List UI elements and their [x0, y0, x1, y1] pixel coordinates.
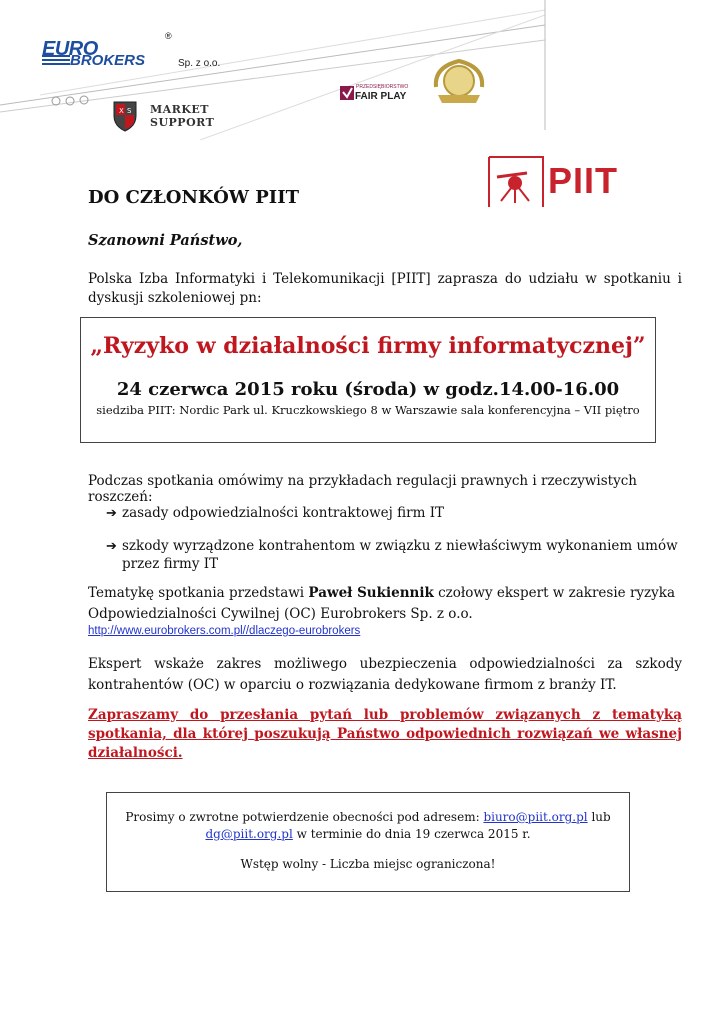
- email-link-dg[interactable]: dg@piit.org.pl: [205, 827, 293, 841]
- free-entry-note: Wstęp wolny - Liczba miejsc ograniczona!: [240, 857, 496, 871]
- event-place: siedziba PIIT: Nordic Park ul. Kruczkowskiego 8 w Warszawie sala konferencyjna – VII piętro: [96, 403, 640, 417]
- event-title: „Ryzyko w działalności firmy informatycznej”: [90, 333, 646, 359]
- confirmation-pre: Prosimy o zwrotne potwierdzenie obecności pod adresem:: [125, 810, 484, 824]
- eurobrokers-suffix: Sp. z o.o.: [178, 58, 221, 69]
- invitation-paragraph: Zapraszamy do przesłania pytań lub problemów związanych z tematyką spotkania, dla której poszukują Państwo odpowiednich rozwiązań we własnej działalności.: [88, 707, 682, 761]
- piit-logo-text: PIIT: [548, 160, 619, 201]
- market-support-line1: MARKET: [150, 103, 209, 116]
- arrow-right-icon: ➔: [106, 539, 117, 554]
- list-item-text: zasady odpowiedzialności kontraktowej firm IT: [122, 505, 445, 521]
- event-date: 24 czerwca 2015 roku (środa) w godz.14.00-16.00: [116, 379, 620, 400]
- speaker-paragraph: [88, 583, 682, 625]
- intro-paragraph: Polska Izba Informatyki i Telekomunikacji [PIIT] zaprasza do udziału w spotkaniu i dyskusji szkoleniowej pn:: [88, 271, 682, 306]
- list-item: [106, 537, 686, 573]
- confirmation-deadline: w terminie do dnia 19 czerwca 2015 r.: [292, 827, 531, 841]
- confirmation-or: lub: [587, 810, 611, 824]
- eurobrokers-link[interactable]: http://www.eurobrokers.com.pl//dlaczego-eurobrokers: [88, 625, 361, 637]
- speaker-name: Paweł Sukiennik: [308, 585, 434, 601]
- eurobrokers-logo-brokers: BROKERS: [70, 52, 146, 69]
- arrow-right-icon: ➔: [106, 506, 117, 521]
- fair-play-text: FAIR PLAY: [355, 91, 407, 102]
- list-item-text: szkody wyrządzone kontrahentom w związku z niewłaściwym wykonaniem umów przez firmy IT: [122, 538, 678, 572]
- svg-text:S: S: [127, 107, 132, 115]
- confirmation-line2: [106, 827, 630, 841]
- expert-paragraph: Ekspert wskaże zakres możliwego ubezpieczenia odpowiedzialności za szkody kontrahentów (OC) w oparciu o rozwiązania dedykowane firmom z branży IT.: [88, 656, 682, 693]
- svg-text:X: X: [119, 107, 124, 115]
- registered-mark: ®: [165, 31, 172, 41]
- confirmation-line1: [106, 810, 630, 824]
- shield-icon: [112, 100, 138, 132]
- page-title: DO CZŁONKÓW PIIT: [88, 187, 300, 208]
- email-link-biuro[interactable]: biuro@piit.org.pl: [483, 810, 588, 824]
- fair-play-small-text: PRZEDSIĘBIORSTWO: [356, 84, 409, 90]
- anniversary-badge-icon: [430, 57, 488, 107]
- list-item: [106, 505, 444, 521]
- market-support-logo: [150, 103, 214, 129]
- speaker-post: czołowy ekspert w zakresie ryzyka Odpowiedzialności Cywilnej (OC) Eurobrokers Sp. z o.o.: [88, 585, 675, 622]
- speaker-pre: Tematykę spotkania przedstawi: [88, 585, 309, 601]
- eurobrokers-logo-euro: EURO: [42, 38, 98, 60]
- confirmation-box: [106, 792, 630, 892]
- market-support-line2: SUPPORT: [150, 116, 215, 129]
- discussion-intro: Podczas spotkania omówimy na przykładach regulacji prawnych i rzeczywistych roszczeń:: [88, 473, 637, 505]
- greeting: Szanowni Państwo,: [88, 232, 243, 249]
